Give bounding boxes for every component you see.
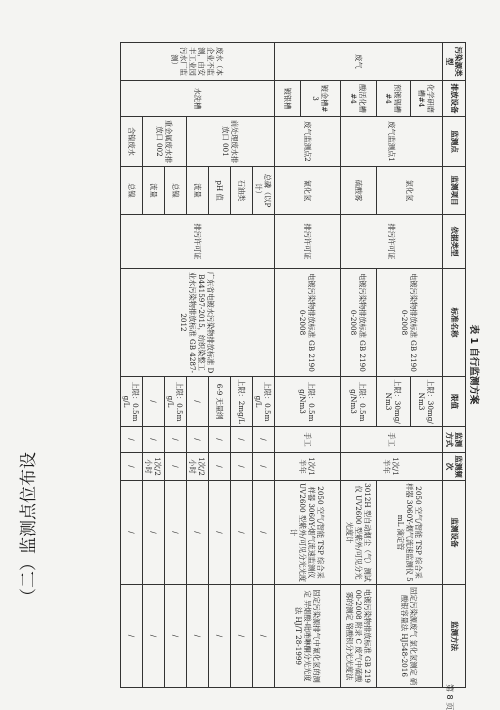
table-row <box>253 43 275 688</box>
limit-cell: 上限：2mg/L <box>231 377 253 427</box>
source-type-cell: 废气 <box>275 43 443 81</box>
frequency-cell: 1次/2小时 <box>187 453 209 481</box>
monitoring-item-cell: 硫酸雾 <box>341 167 377 215</box>
limit-cell: / <box>187 377 209 427</box>
method-cell: 固定污染源废气 氯化氢测定 硝酸银容量法 HJ548-2016 <box>377 585 443 688</box>
frequency-cell: / <box>121 453 143 481</box>
method-cell: 电镀污染物排放标准 GB 21900-2008 附录 C 废气中硫酸雾的测定 铬酸钡分光光度法 <box>341 585 377 688</box>
frequency-cell: 1次/1半年 <box>341 453 443 481</box>
device-cell: 2050 空气/智能 TSP 综合采样器 3060Y-烟气流速监测仪 UV2600 型紫外/可见分光光度计 <box>275 481 341 585</box>
mode-cell: / <box>187 427 209 453</box>
basis-cell: 排污许可证 <box>121 215 275 269</box>
header-cell: 监测方法 <box>443 585 466 688</box>
header-cell: 监测设备 <box>443 481 466 585</box>
mode-cell: / <box>209 427 231 453</box>
monitoring-item-cell: 流量 <box>143 167 165 215</box>
monitoring-item-cell: 流量 <box>187 167 209 215</box>
mode-cell: / <box>143 427 165 453</box>
device-cell: / <box>187 481 209 585</box>
source-type-cell: 废水（本企业不监测，由安丰工业园污水厂监测） <box>121 43 275 81</box>
limit-cell: 上限：0.5mg/L <box>253 377 275 427</box>
standard-cell: 电镀污染物排放标准 GB 21900-2008 <box>377 269 443 377</box>
monitoring-point-cell: 含镍废水 <box>121 117 143 167</box>
limit-cell: / <box>143 377 165 427</box>
monitoring-point-cell: 前处理废水排放口 001 <box>187 117 275 167</box>
mode-cell: / <box>253 427 275 453</box>
table-row <box>411 43 443 688</box>
basis-cell: 排污许可证 <box>275 215 341 269</box>
equipment-cell: 预镀锡槽#4 <box>377 81 411 117</box>
device-cell: / <box>165 481 187 585</box>
method-cell: / <box>187 585 209 688</box>
device-cell: / <box>231 481 253 585</box>
frequency-cell: / <box>165 453 187 481</box>
monitoring-point-cell: 重金属废水排放口 002 <box>143 117 187 167</box>
limit-cell: 上限：0.5mg/Nm3 <box>275 377 341 427</box>
header-cell: 监测点 <box>443 117 466 167</box>
standard-cell: 电镀污染物排放标准 GB 21900-2008 <box>275 269 341 377</box>
monitoring-plan-table <box>120 42 466 688</box>
standard-cell: 电镀污染物排放标准 GB 21900-2008 <box>341 269 377 377</box>
device-cell: / <box>143 481 165 585</box>
device-cell: 3012H 型自动烟尘（气）测试仪 UV2600 型紫外/可见分光光度计 <box>341 481 377 585</box>
device-cell: / <box>209 481 231 585</box>
method-cell: / <box>231 585 253 688</box>
monitoring-item-cell: pH 值 <box>209 167 231 215</box>
page-number: 第 8 页 <box>445 684 454 710</box>
limit-cell: 6-9 无量纲 <box>209 377 231 427</box>
header-cell: 标准名称 <box>443 269 466 377</box>
table-title: 表 1 自行监测方案 <box>468 324 479 405</box>
table-row <box>301 43 341 688</box>
header-cell: 依据类型 <box>443 215 466 269</box>
mode-cell: / <box>231 427 253 453</box>
equipment-cell: 镀金槽#3 <box>301 81 341 117</box>
equipment-cell: 镀银槽 <box>275 81 301 117</box>
equipment-cell: 水洗槽 <box>121 81 275 117</box>
limit-cell: 上限：30mg/Nm3 <box>411 377 443 427</box>
frequency-cell: / <box>209 453 231 481</box>
device-cell: 2050 空气/智能 TSP 综合采样器 3060Y-烟气流速监测仪 5mL 滴定管 <box>377 481 443 585</box>
standard-cell: 广东省电镀水污染物排放标准 DB441597-2015，纺织染整工业水污染物排放标准 GB 4287-2012 <box>121 269 275 377</box>
limit-cell: 上限：30mg/Nm3 <box>377 377 411 427</box>
equipment-cell: 酸活化槽#4 <box>341 81 377 117</box>
header-cell: 监测方式 <box>443 427 466 453</box>
monitoring-item-cell: 氰化氢 <box>275 167 341 215</box>
method-cell: / <box>121 585 143 688</box>
monitoring-point-cell: 废气监测点1 <box>341 117 443 167</box>
header-cell: 排放设备 <box>443 81 466 117</box>
frequency-cell: / <box>253 453 275 481</box>
method-cell: / <box>143 585 165 688</box>
monitoring-point-cell: 废气监测点2 <box>275 117 341 167</box>
equipment-cell: 化学研磨槽#4 <box>411 81 443 117</box>
header-row <box>443 43 466 688</box>
mode-cell: 手工 <box>275 427 341 453</box>
method-cell: / <box>165 585 187 688</box>
rotated-table-area <box>71 42 486 687</box>
monitoring-item-cell: 总镍 <box>121 167 143 215</box>
header-cell: 监测频次 <box>443 453 466 481</box>
basis-cell: 排污许可证 <box>341 215 443 269</box>
monitoring-item-cell: 氯化氢 <box>377 167 443 215</box>
method-cell: 固定污染源排气中氰化氢的测定 异烟酸-吡唑啉酮分光光度法 HJ/T 28-1999 <box>275 585 341 688</box>
section-heading: （二）监测点位布设 <box>19 452 39 605</box>
mode-cell: / <box>121 427 143 453</box>
frequency-cell: / <box>231 453 253 481</box>
method-cell: / <box>209 585 231 688</box>
method-cell: / <box>253 585 275 688</box>
monitoring-item-cell: 总镍 <box>165 167 187 215</box>
header-cell: 限值 <box>443 377 466 427</box>
header-cell: 监测项目 <box>443 167 466 215</box>
frequency-cell: 1次/2小时 <box>143 453 165 481</box>
frequency-cell: 1次/1半年 <box>275 453 341 481</box>
device-cell: / <box>121 481 143 585</box>
limit-cell: 上限：0.5mg/L <box>165 377 187 427</box>
limit-cell: 上限：0.5mg/Nm3 <box>341 377 377 427</box>
monitoring-item-cell: 石油类 <box>231 167 253 215</box>
mode-cell: 手工 <box>341 427 443 453</box>
limit-cell: 上限：0.5mg/L <box>121 377 143 427</box>
monitoring-item-cell: 总磷（以P计） <box>253 167 275 215</box>
header-cell: 污染源类型 <box>443 43 466 81</box>
device-cell: / <box>253 481 275 585</box>
mode-cell: / <box>165 427 187 453</box>
